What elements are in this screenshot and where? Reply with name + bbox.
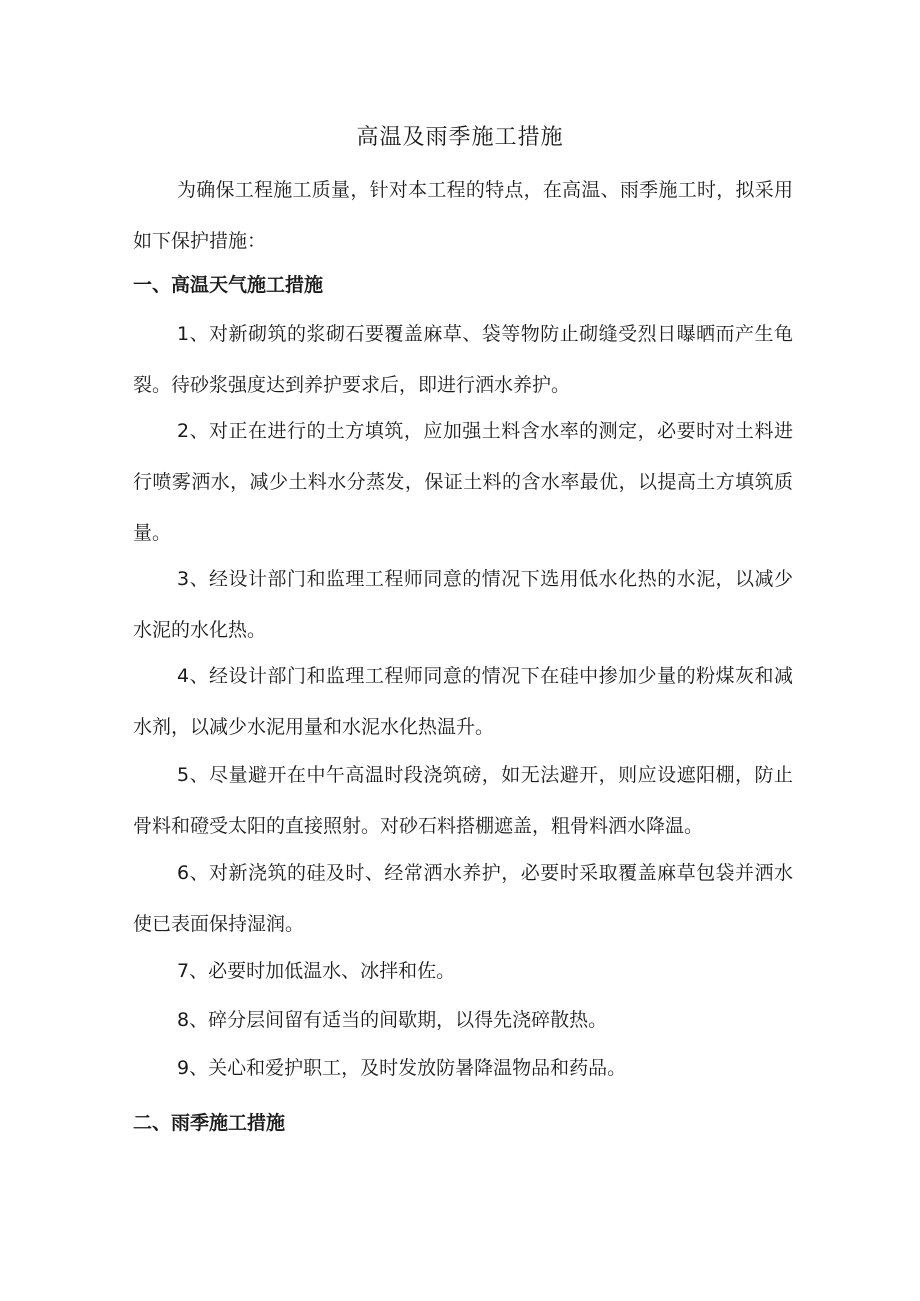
measure-item-9: 9、关心和爱护职工，及时发放防暑降温物品和药品。 [177, 1057, 627, 1079]
document-title: 高温及雨季施工措施 [356, 125, 564, 150]
measure-item-3: 3、经设计部门和监理工程师同意的情况下选用低水化热的水泥，以减少水泥的水化热。 [133, 568, 793, 641]
measure-item-1: 1、对新砌筑的浆砌石要覆盖麻草、袋等物防止砌缝受烈日曝晒而产生龟裂。待砂浆强度达到养护要求后，即进行洒水养护。 [133, 323, 793, 396]
measure-item-4: 4、经设计部门和监理工程师同意的情况下在硅中掺加少量的粉煤灰和减水剂，以减少水泥用量和水泥水化热温升。 [133, 665, 793, 738]
section-heading-rainy-season: 二、雨季施工措施 [133, 1112, 286, 1134]
measure-item-5: 5、尽量避开在中午高温时段浇筑磅，如无法避开，则应设遮阳棚，防止骨料和磴受太阳的直接照射。对砂石料搭棚遮盖，粗骨料洒水降温。 [133, 764, 793, 837]
measure-item-7: 7、必要时加低温水、冰拌和佐。 [177, 960, 456, 982]
measure-item-8: 8、碎分层间留有适当的间歇期，以得先浇碎散热。 [177, 1009, 608, 1031]
section-heading-high-temperature: 一、高温天气施工措施 [133, 274, 324, 296]
intro-paragraph: 为确保工程施工质量，针对本工程的特点，在高温、雨季施工时，拟采用如下保护措施： [133, 179, 793, 252]
measure-item-6: 6、对新浇筑的硅及时、经常洒水养护，必要时采取覆盖麻草包袋并洒水使已表面保持湿润。 [133, 862, 793, 935]
measure-item-2: 2、对正在进行的土方填筑，应加强土料含水率的测定，必要时对土料进行喷雾洒水，减少土料水分蒸发，保证土料的含水率最优，以提高土方填筑质量。 [133, 420, 793, 544]
